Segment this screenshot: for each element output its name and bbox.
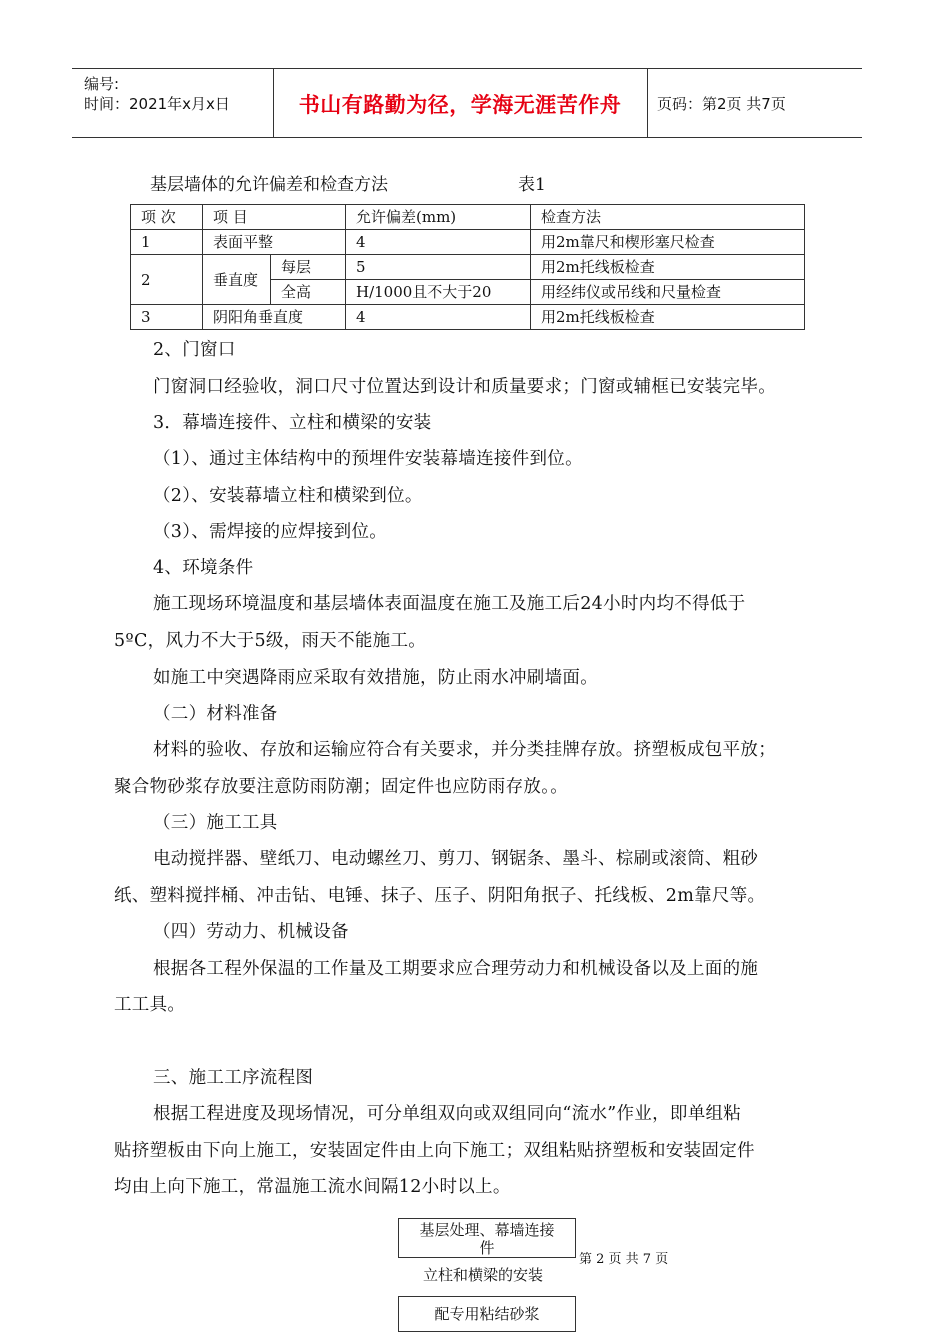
tolerance-table bbox=[130, 204, 805, 330]
section-heading: 2、门窗口 bbox=[153, 340, 236, 360]
paragraph: 施工现场环境温度和基层墙体表面温度在施工及施工后24小时内均不得低于 bbox=[153, 594, 746, 614]
paragraph: 均由上向下施工，常温施工流水间隔12小时以上。 bbox=[114, 1177, 511, 1197]
flowchart-step-label: 立柱和横梁的安装 bbox=[423, 1266, 544, 1284]
header-divider bbox=[647, 69, 648, 137]
cell-method: 用经纬仪或吊线和尺量检查 bbox=[531, 280, 805, 305]
table-header-row bbox=[131, 205, 805, 230]
table-row bbox=[131, 305, 805, 330]
header-cell-no: 项 次 bbox=[131, 205, 203, 230]
paragraph: 门窗洞口经验收，洞口尺寸位置达到设计和质量要求；门窗或辅框已安装完毕。 bbox=[153, 377, 776, 397]
paragraph: 根据各工程外保温的工作量及工期要求应合理劳动力和机械设备以及上面的施 bbox=[153, 959, 759, 979]
paragraph: 聚合物砂浆存放要注意防雨防潮；固定件也应防雨存放。。 bbox=[114, 777, 569, 797]
paragraph: 根据工程进度及现场情况，可分单组双向或双组同向“流水”作业，即单组粘 bbox=[153, 1104, 742, 1124]
flowchart-box-label: 基层处理、幕墙连接 bbox=[419, 1221, 555, 1239]
list-item: （1）、通过主体结构中的预埋件安装幕墙连接件到位。 bbox=[153, 449, 583, 469]
paragraph: 贴挤塑板由下向上施工，安装固定件由上向下施工；双组粘贴挤塑板和安装固定件 bbox=[114, 1141, 755, 1161]
paragraph: 5ºC，风力不大于5级，雨天不能施工。 bbox=[114, 631, 427, 651]
paragraph: 材料的验收、存放和运输应符合有关要求，并分类挂牌存放。挤塑板成包平放； bbox=[153, 740, 776, 760]
paragraph: 纸、塑料搅拌桶、冲击钻、电锤、抹子、压子、阴阳角抿子、托线板、2m靠尺等。 bbox=[114, 886, 766, 906]
list-item: （3）、需焊接的应焊接到位。 bbox=[153, 522, 388, 542]
header-page-number: 页码：第2页 共7页 bbox=[657, 95, 786, 113]
cell-no: 3 bbox=[131, 305, 203, 330]
cell-tolerance: 4 bbox=[346, 230, 531, 255]
doc-number-label: 编号: bbox=[84, 75, 120, 93]
flowchart-box-label: 件 bbox=[479, 1239, 495, 1257]
doc-time-label: 时间：2021年x月x日 bbox=[84, 95, 230, 113]
table-row bbox=[131, 230, 805, 255]
cell-tolerance: H/1000且不大于20 bbox=[346, 280, 531, 305]
cell-subitem: 每层 bbox=[271, 255, 346, 280]
flowchart-box-mortar bbox=[398, 1296, 576, 1332]
section-heading: 4、环境条件 bbox=[153, 558, 254, 578]
header-motto: 书山有路勤为径，学海无涯苦作舟 bbox=[298, 93, 622, 117]
page-footer: 第 2 页 共 7 页 bbox=[579, 1252, 669, 1267]
cell-tolerance: 4 bbox=[346, 305, 531, 330]
table-row bbox=[131, 255, 805, 280]
paragraph: 如施工中突遇降雨应采取有效措施，防止雨水冲刷墙面。 bbox=[153, 668, 598, 688]
cell-subitem: 全高 bbox=[271, 280, 346, 305]
table-number: 表1 bbox=[518, 175, 546, 195]
cell-item: 表面平整 bbox=[203, 230, 346, 255]
flowchart-box-base-treatment bbox=[398, 1218, 576, 1258]
header-cell-item: 项 目 bbox=[203, 205, 346, 230]
cell-tolerance: 5 bbox=[346, 255, 531, 280]
cell-no: 2 bbox=[131, 255, 203, 305]
cell-no: 1 bbox=[131, 230, 203, 255]
list-item: （2）、安装幕墙立柱和横梁到位。 bbox=[153, 486, 423, 506]
cell-item: 阴阳角垂直度 bbox=[203, 305, 346, 330]
paragraph: 工工具。 bbox=[114, 995, 186, 1015]
section-heading: 3．幕墙连接件、立柱和横梁的安装 bbox=[153, 413, 432, 433]
cell-method: 用2m靠尺和楔形塞尺检查 bbox=[531, 230, 805, 255]
cell-item: 垂直度 bbox=[203, 255, 271, 305]
table-caption: 基层墙体的允许偏差和检查方法 bbox=[150, 175, 388, 195]
header-cell-tolerance: 允许偏差(mm) bbox=[346, 205, 531, 230]
section-heading: （四）劳动力、机械设备 bbox=[153, 922, 349, 942]
section-heading: （三）施工工具 bbox=[153, 813, 278, 833]
section-heading: 三、施工工序流程图 bbox=[153, 1068, 314, 1088]
header-cell-method: 检查方法 bbox=[531, 205, 805, 230]
cell-method: 用2m托线板检查 bbox=[531, 255, 805, 280]
page-header bbox=[72, 68, 862, 138]
paragraph: 电动搅拌器、壁纸刀、电动螺丝刀、剪刀、钢锯条、墨斗、棕刷或滚筒、粗砂 bbox=[153, 849, 759, 869]
section-heading: （二）材料准备 bbox=[153, 704, 278, 724]
cell-method: 用2m托线板检查 bbox=[531, 305, 805, 330]
flowchart-box-label: 配专用粘结砂浆 bbox=[434, 1305, 540, 1323]
